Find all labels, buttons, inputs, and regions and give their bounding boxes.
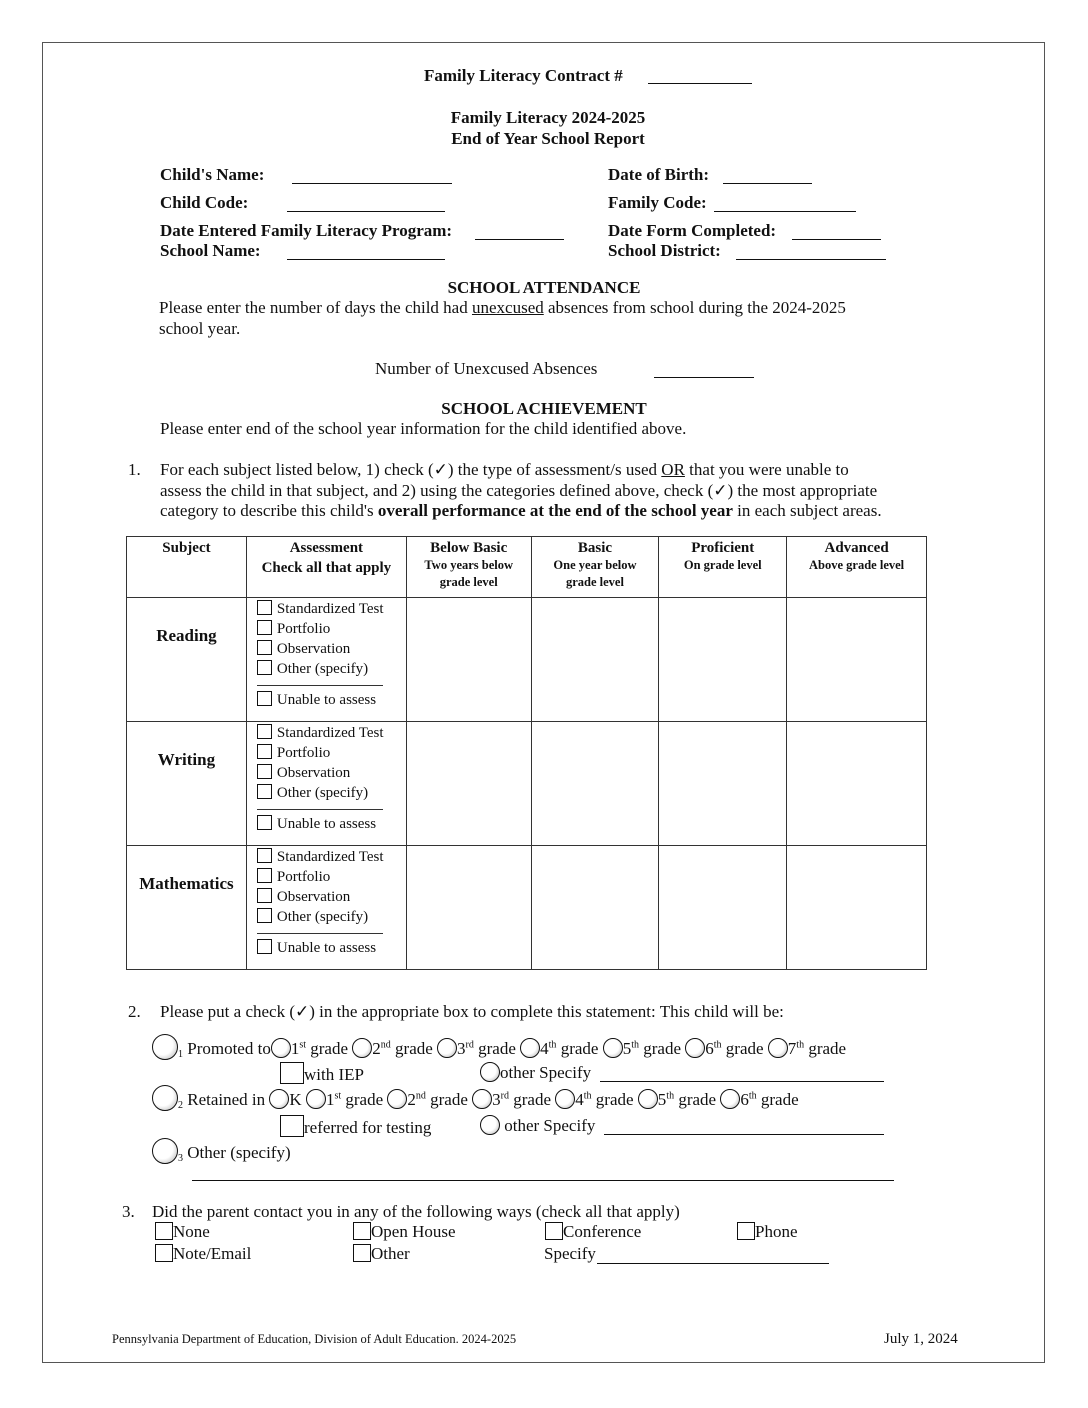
checkbox-unable[interactable] xyxy=(257,815,272,830)
attendance-text-cont: school year. xyxy=(159,319,241,338)
q1-number: 1. xyxy=(128,460,141,479)
contact-conference: Conference xyxy=(545,1222,641,1242)
school-name-label: School Name: xyxy=(160,241,261,260)
radio-promoted-grade7[interactable] xyxy=(768,1038,788,1058)
radio-promoted-grade3[interactable] xyxy=(437,1038,457,1058)
checkbox-standardized[interactable] xyxy=(257,848,272,863)
dob-label: Date of Birth: xyxy=(608,165,710,184)
table-row-reading xyxy=(127,598,927,722)
q2-prompt: Please put a check (✓) in the appropriate box to complete this statement: This child will be: xyxy=(160,1002,784,1021)
checkbox-unable[interactable] xyxy=(257,691,272,706)
checkbox-standardized[interactable] xyxy=(257,600,272,615)
promoted-other-specify-field[interactable] xyxy=(600,1064,884,1082)
contact-note-email: Note/Email xyxy=(155,1244,251,1264)
checkbox-observation[interactable] xyxy=(257,764,272,779)
radio-promoted-grade5[interactable] xyxy=(603,1038,623,1058)
cell-basic[interactable] xyxy=(531,598,659,722)
header-below-basic: Below Basic Two years below grade level xyxy=(406,537,531,598)
contact-none: None xyxy=(155,1222,210,1242)
radio-other[interactable] xyxy=(152,1138,178,1164)
retained-row: 2 Retained in K 1st grade 2nd grade 3rd grade 4th grade 5th grade 6th grade xyxy=(152,1085,799,1111)
school-district-field[interactable] xyxy=(736,242,886,260)
header-proficient: Proficient On grade level xyxy=(659,537,787,598)
table-row-writing xyxy=(127,722,927,846)
checkbox-portfolio[interactable] xyxy=(257,868,272,883)
checkbox-note-email[interactable] xyxy=(155,1244,173,1262)
checkbox-portfolio[interactable] xyxy=(257,620,272,635)
radio-retained[interactable] xyxy=(152,1085,178,1111)
checkbox-conference[interactable] xyxy=(545,1222,563,1240)
school-district-label: School District: xyxy=(608,241,721,260)
other-specify-field[interactable] xyxy=(257,679,383,686)
q2-number: 2. xyxy=(128,1002,141,1021)
contact-specify-field[interactable] xyxy=(597,1246,829,1264)
contract-number-field[interactable] xyxy=(648,66,752,84)
radio-retained-other[interactable] xyxy=(480,1115,500,1135)
checkbox-phone[interactable] xyxy=(737,1222,755,1240)
cell-basic[interactable] xyxy=(531,846,659,970)
retained-other-specify-field[interactable] xyxy=(604,1117,884,1135)
cell-below-basic[interactable] xyxy=(406,598,531,722)
cell-proficient[interactable] xyxy=(659,598,787,722)
assessment-cell-reading: Standardized Test Portfolio Observation Other (specify) Unable to assess xyxy=(246,598,406,722)
header-basic: Basic One year below grade level xyxy=(531,537,659,598)
radio-retained-grade3[interactable] xyxy=(472,1089,492,1109)
dob-field[interactable] xyxy=(723,166,812,184)
contact-specify-label: Specify xyxy=(544,1244,596,1263)
q1-line2: assess the child in that subject, and 2) using the categories defined above, check (✓) the most appropriate xyxy=(160,481,878,500)
header-assessment: Assessment Check all that apply xyxy=(246,537,406,598)
radio-retained-grade2[interactable] xyxy=(387,1089,407,1109)
child-name-label: Child's Name: xyxy=(160,165,265,184)
radio-retained-k[interactable] xyxy=(269,1089,289,1109)
checkbox-observation[interactable] xyxy=(257,888,272,903)
other-specify-field[interactable] xyxy=(257,803,383,810)
child-code-label: Child Code: xyxy=(160,193,249,212)
contact-open-house: Open House xyxy=(353,1222,456,1242)
q1-line1: For each subject listed below, 1) check (✓) the type of assessment/s used OR that you were unable to xyxy=(160,460,849,479)
radio-retained-grade4[interactable] xyxy=(555,1089,575,1109)
attendance-heading: SCHOOL ATTENDANCE xyxy=(447,278,641,297)
attendance-text: Please enter the number of days the child had unexcused absences from school during the 2024-2025 xyxy=(159,298,846,317)
form-title: Family Literacy 2024-2025 xyxy=(450,108,646,127)
cell-proficient[interactable] xyxy=(659,722,787,846)
radio-retained-grade5[interactable] xyxy=(638,1089,658,1109)
date-form-field[interactable] xyxy=(792,222,881,240)
radio-promoted[interactable] xyxy=(152,1034,178,1060)
contact-other: Other xyxy=(353,1244,410,1264)
checkbox-open-house[interactable] xyxy=(353,1222,371,1240)
checkbox-other[interactable] xyxy=(257,660,272,675)
child-code-field[interactable] xyxy=(287,194,445,212)
radio-promoted-other[interactable] xyxy=(480,1062,500,1082)
assessment-cell-writing: Standardized Test Portfolio Observation Other (specify) Unable to assess xyxy=(246,722,406,846)
checkbox-other[interactable] xyxy=(257,908,272,923)
cell-advanced[interactable] xyxy=(787,846,927,970)
achievement-table xyxy=(126,536,927,970)
date-entered-field[interactable] xyxy=(475,222,564,240)
radio-promoted-grade4[interactable] xyxy=(520,1038,540,1058)
promoted-other-row: other Specify xyxy=(480,1062,591,1083)
contract-label: Family Literacy Contract # xyxy=(424,66,623,85)
table-row-mathematics xyxy=(127,846,927,970)
subject-writing: Writing xyxy=(127,722,247,846)
checkbox-observation[interactable] xyxy=(257,640,272,655)
checkbox-referred[interactable] xyxy=(280,1115,304,1137)
other-row: 3 Other (specify) xyxy=(152,1138,291,1164)
subject-mathematics: Mathematics xyxy=(127,846,247,970)
cell-advanced[interactable] xyxy=(787,722,927,846)
radio-promoted-grade2[interactable] xyxy=(352,1038,372,1058)
q1-line3: category to describe this child's overall performance at the end of the school year in each subject areas. xyxy=(160,501,882,520)
radio-retained-grade1[interactable] xyxy=(306,1089,326,1109)
q3-number: 3. xyxy=(122,1202,135,1221)
footer-department: Pennsylvania Department of Education, Division of Adult Education. 2024-2025 xyxy=(112,1332,517,1346)
footer-date: July 1, 2024 xyxy=(884,1331,958,1347)
q3-prompt: Did the parent contact you in any of the following ways (check all that apply) xyxy=(152,1202,680,1221)
checkbox-portfolio[interactable] xyxy=(257,744,272,759)
checkbox-other[interactable] xyxy=(257,784,272,799)
subject-reading: Reading xyxy=(127,598,247,722)
header-subject: Subject xyxy=(127,537,247,598)
cell-basic[interactable] xyxy=(531,722,659,846)
achievement-intro: Please enter end of the school year information for the child identified above. xyxy=(160,419,687,438)
cell-below-basic[interactable] xyxy=(406,722,531,846)
school-name-field[interactable] xyxy=(287,242,445,260)
header-advanced: Advanced Above grade level xyxy=(787,537,927,598)
radio-promoted-grade6[interactable] xyxy=(685,1038,705,1058)
promoted-row: 1 Promoted to 1st grade 2nd grade 3rd grade 4th grade 5th grade 6th grade 7th grade xyxy=(152,1034,846,1060)
absences-field[interactable] xyxy=(654,360,754,378)
cell-below-basic[interactable] xyxy=(406,846,531,970)
checkbox-standardized[interactable] xyxy=(257,724,272,739)
family-code-field[interactable] xyxy=(714,194,856,212)
absences-label: Number of Unexcused Absences xyxy=(375,359,598,378)
checkbox-with-iep[interactable] xyxy=(280,1062,304,1084)
cell-advanced[interactable] xyxy=(787,598,927,722)
checkbox-unable[interactable] xyxy=(257,939,272,954)
retained-other-row: other Specify xyxy=(480,1115,595,1136)
other-specify-line[interactable] xyxy=(192,1163,894,1181)
form-subtitle: End of Year School Report xyxy=(451,129,645,148)
achievement-heading: SCHOOL ACHIEVEMENT xyxy=(441,399,647,418)
referred-row: referred for testing xyxy=(280,1115,431,1138)
date-entered-label: Date Entered Family Literacy Program: xyxy=(160,221,453,240)
child-name-field[interactable] xyxy=(292,166,452,184)
radio-promoted-grade1[interactable] xyxy=(271,1038,291,1058)
checkbox-other-contact[interactable] xyxy=(353,1244,371,1262)
contact-phone: Phone xyxy=(737,1222,798,1242)
assessment-cell-mathematics: Standardized Test Portfolio Observation Other (specify) Unable to assess xyxy=(246,846,406,970)
radio-retained-grade6[interactable] xyxy=(720,1089,740,1109)
with-iep-row: with IEP xyxy=(280,1062,364,1085)
other-specify-field[interactable] xyxy=(257,927,383,934)
checkbox-none[interactable] xyxy=(155,1222,173,1240)
cell-proficient[interactable] xyxy=(659,846,787,970)
table-header-row xyxy=(127,537,927,598)
date-form-label: Date Form Completed: xyxy=(608,221,777,240)
family-code-label: Family Code: xyxy=(608,193,707,212)
